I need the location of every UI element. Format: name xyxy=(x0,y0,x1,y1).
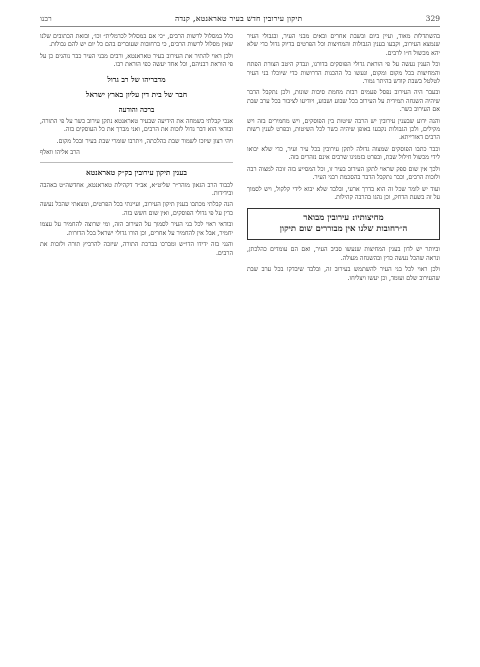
running-title: תיקון עירובין חדש בעיר טאראנטא, קנדה xyxy=(174,14,303,23)
section-heading: מדבריהו של רב גדול xyxy=(107,74,166,84)
page-header xyxy=(40,14,440,27)
boxed-section-heading xyxy=(247,208,440,240)
boxed-heading-line1: מחיצותיו: עירובין מבואר xyxy=(303,213,384,224)
paragraph: וכבר כתבו הפוסקים שמצוה גדולה לתקן עירובין בכל עיר ועיר, כדי שלא יבואו לידי מכשול חילול שבת, ובפרט בזמנינו שרבים אינם נזהרים בזה. xyxy=(247,145,440,162)
paragraph: לכבוד הרב הגאון מוהר״ר שליט״א, אב״ד דקהילת טאראנטא, אחדשה״ט באהבה ובידידות. xyxy=(40,181,233,198)
paragraph: וכל הענין נעשה על פי הוראת גדולי הפוסקים בדורנו, ונבדק היטב הצורת הפתח והמחיצות בכל מקום ומקום, ונעשו כל ההכנות הדרושות כדי שיוכלו בני העיר לטלטל בשבת קודש בהיתר גמור. xyxy=(247,61,440,86)
paragraph: והנני בזה ידידו הדו״ש ומברכו בברכת התורה, שיזכה להרביץ תורה ולזכות את הרבים. xyxy=(40,241,233,257)
paragraph: הנה קבלתי מכתבו בענין תיקון העירוב, ועיינתי בכל הפרטים, ומצאתי שהכל נעשה כדין על פי גדולי הפוסקים, ואין שום חשש בזה. xyxy=(40,201,233,217)
paragraph: בהשתדלות מאוד, ועיין ביום ובשבת אחרים ובאים מבני העיר, ובגבולי העיר שנמצא העירוב, וקבעו בענין הגבולות והמחיצות וכל הפרטים בדיוק גדול כדי שלא יהא מכשול ח״ו לרבים. xyxy=(247,33,440,57)
paragraph: אנכי קבלתי בשמחה את הידיעה שבעיר טאראנטא נתקן עירוב כשר על פי התורה, ובודאי הוא דבר גדול לזכות את הרבים, ואני מברך את כל העוסקים בזה. xyxy=(40,118,233,134)
paragraph: כלל במסלול לרשות הרבים, ״כי אם במסלול לכרמלית״ וכו׳, ובזאת הכתובים שלנו שאין מסלול לרשות הרבים, כי ברחובות שעוברים בהם כל יום יש להם גבולות. xyxy=(40,33,233,49)
paragraph: וביותר יש לדון בענין המחיצות שנעשו סביב העיר, ואם הם עומדים כהלכתן, ונראה שהכל נעשה כדין ובהשגחה מעולה. xyxy=(247,246,440,262)
section-subheading: חבר של בית דין עליון בארץ ישראל xyxy=(85,89,188,99)
section-label: רבנו xyxy=(40,14,52,23)
section-heading: בענין תיקון עירובין בק״ק טאראנטא xyxy=(86,167,187,177)
left-column xyxy=(40,33,233,645)
divider xyxy=(40,162,233,163)
paragraph: ועוד יש לומר שכל זה הוא בדרך ארעי, ובלבד שלא יבוא לידי קלקול, ויש לסמוך על זה בשעת הדחק, וכן נהגו בהרבה קהילות. xyxy=(247,185,440,201)
paragraph: ולכך אין שום ספק שראוי לתקן העירוב בעיר זו, וכל המסייע בזה זוכה למצוה רבה ולזכות הרבים, וכבר נתקבל הדבר בהסכמת רבני העיר. xyxy=(247,165,440,182)
boxed-heading-line2: ה״רחובות שלנו אין מבוררים שום תיקון xyxy=(279,224,408,235)
signature: הרב אליהו וואלף xyxy=(40,149,80,157)
paragraph: ובודאי ראוי לכל בני העיר לסמוך על העירוב הזה, ומי שרוצה להחמיר על עצמו יחמיר, אבל אין להחמיר על אחרים, וכן הורו גדולי ישראל בכל הדורות. xyxy=(40,221,233,237)
paragraph: והנה ידוע שבענין עירובין יש הרבה שיטות בין הפוסקים, ויש מחמירים בזה ויש מקילים, ולכן הגבולות נקבעו באופן שיהיה כשר לכל השיטות, ובפרט לענין רשות הרבים דאורייתא. xyxy=(247,117,440,142)
paragraph: ובעבר היה העירוב נפסל פעמים רבות מחמת סיבות שונות, ולכן נתקבל הדבר שיהיה השגחה תמידית על העירוב בכל שבוע ושבוע, ויודיעו לציבור בכל ערב שבת אם העירוב כשר. xyxy=(247,89,440,114)
paragraph: ויהי רצון שיזכו לשמור שבת כהלכתה, ויתרבו שומרי שבת בעיר ובכל מקום. xyxy=(56,137,233,145)
right-column xyxy=(247,33,440,645)
page-number: 329 xyxy=(425,14,440,23)
text-columns xyxy=(40,33,440,645)
paragraph: ולכן ראוי לכל בני העיר להשתמש בעירוב זה, ובלבד שיבדקו בכל ערב שבת שהעירוב שלם ועומד, וכן יעשו ויצליחו. xyxy=(247,266,440,282)
section-subheading-2: ברכה והודעה xyxy=(118,104,155,114)
paragraph: ולכן ראוי להתיר את העירוב בעיר טאראנטא, ורבים מבני העיר כבר נוהגים כן על פי הוראת רבניהם, וכל אחד יעשה כפי הוראת רבו. xyxy=(40,52,233,69)
